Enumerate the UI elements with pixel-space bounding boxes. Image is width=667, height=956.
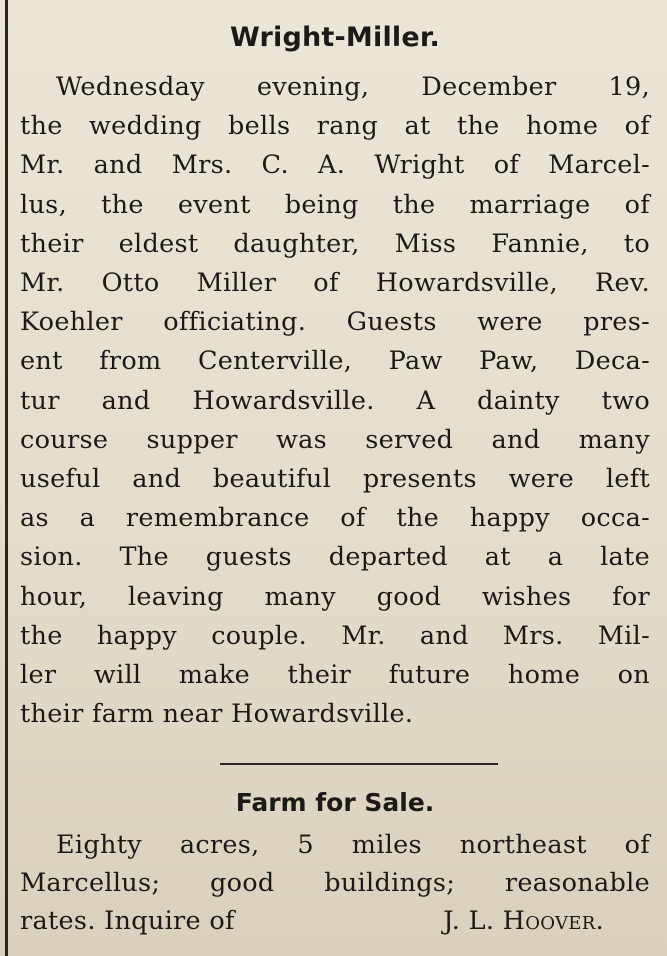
article-line: ent from Centerville, Paw Paw, Deca- <box>20 346 650 377</box>
article-line: Wednesday evening, December 19, <box>56 72 650 102</box>
article-line: useful and beautiful presents were left <box>20 464 650 495</box>
article-line: course supper was served and many <box>20 424 650 455</box>
notice-body <box>20 826 650 940</box>
article-line: Mr. and Mrs. C. A. Wright of Marcel- <box>20 150 650 181</box>
column-rule <box>5 0 8 956</box>
article-line: their eldest daughter, Miss Fannie, to <box>20 228 650 259</box>
article-line: the wedding bells rang at the home of <box>20 111 650 142</box>
notice-line: Eighty acres, 5 miles northeast of <box>56 830 650 860</box>
article-line: lus, the event being the marriage of <box>20 189 650 220</box>
article-headline: Wright-Miller. <box>229 22 440 53</box>
article-line: Mr. Otto Miller of Howardsville, Rev. <box>20 268 650 299</box>
article-line: their farm near Howardsville. <box>20 699 414 730</box>
article-body <box>20 68 650 734</box>
notice-signature-row <box>20 902 650 940</box>
article-line: as a remembrance of the happy occa- <box>20 503 650 534</box>
notice-signature: J. L. Hoover. <box>443 906 604 936</box>
article-line: sion. The guests departed at a late <box>20 542 650 573</box>
section-divider <box>220 763 498 765</box>
article-line: Koehler officiating. Guests were pres- <box>20 307 650 338</box>
article-line: hour, leaving many good wishes for <box>20 581 650 612</box>
notice-headline: Farm for Sale. <box>235 788 435 817</box>
notice-line: rates. Inquire of <box>20 906 235 936</box>
article-line: ler will make their future home on <box>20 660 650 691</box>
notice-line: Marcellus; good buildings; reasonable <box>20 868 650 898</box>
newspaper-clipping <box>20 0 650 956</box>
article-line: the happy couple. Mr. and Mrs. Mil- <box>20 620 650 651</box>
article-line: tur and Howardsville. A dainty two <box>20 385 650 416</box>
